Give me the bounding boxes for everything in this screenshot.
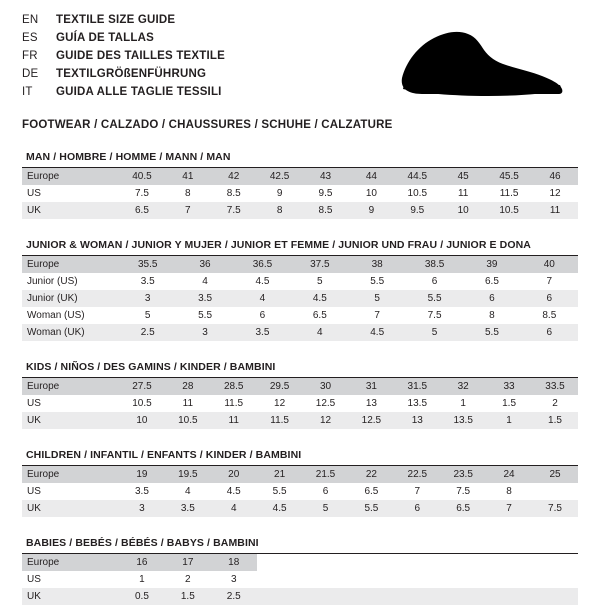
table-row bbox=[22, 554, 578, 571]
table-row bbox=[22, 412, 578, 429]
cell: 4 bbox=[291, 324, 348, 341]
group-title: MAN / HOMBRE / HOMME / MANN / MAN bbox=[26, 151, 231, 163]
row-label: Woman (UK) bbox=[22, 324, 119, 341]
cell: 4 bbox=[176, 273, 233, 290]
size-table-junior-woman bbox=[22, 256, 578, 341]
row-label: UK bbox=[22, 500, 119, 517]
cell: 40 bbox=[521, 256, 578, 273]
language-code: ES bbox=[22, 32, 38, 44]
cell-empty bbox=[532, 571, 578, 588]
language-code: DE bbox=[22, 68, 39, 80]
cell: 7 bbox=[165, 202, 211, 219]
cell: 4 bbox=[211, 500, 257, 517]
cell: 7 bbox=[486, 500, 532, 517]
cell: 32 bbox=[440, 378, 486, 395]
language-row bbox=[22, 68, 225, 86]
cell: 2 bbox=[165, 571, 211, 588]
cell: 27.5 bbox=[119, 378, 165, 395]
cell-empty bbox=[348, 554, 394, 571]
cell: 5.5 bbox=[348, 500, 394, 517]
cell: 41 bbox=[165, 168, 211, 185]
cell: 12 bbox=[257, 395, 303, 412]
language-title: GUÍA DE TALLAS bbox=[56, 32, 154, 44]
size-table-babies bbox=[22, 554, 578, 605]
cell: 5 bbox=[119, 307, 176, 324]
cell: 3.5 bbox=[165, 500, 211, 517]
cell: 11.5 bbox=[211, 395, 257, 412]
cell-empty bbox=[394, 588, 440, 605]
cell: 42.5 bbox=[257, 168, 303, 185]
cell: 8 bbox=[257, 202, 303, 219]
cell: 10 bbox=[440, 202, 486, 219]
cell: 11 bbox=[165, 395, 211, 412]
cell: 31.5 bbox=[394, 378, 440, 395]
cell: 10.5 bbox=[119, 395, 165, 412]
cell-empty bbox=[303, 588, 349, 605]
language-code: EN bbox=[22, 14, 39, 26]
cell: 29.5 bbox=[257, 378, 303, 395]
cell: 39 bbox=[463, 256, 520, 273]
group-title: BABIES / BEBÉS / BÉBÉS / BABYS / BAMBINI bbox=[26, 537, 259, 549]
cell: 11.5 bbox=[257, 412, 303, 429]
table-row bbox=[22, 571, 578, 588]
language-row bbox=[22, 32, 225, 50]
language-row bbox=[22, 14, 225, 32]
cell: 18 bbox=[211, 554, 257, 571]
table-row bbox=[22, 168, 578, 185]
language-title-list bbox=[22, 14, 225, 104]
cell-empty bbox=[348, 571, 394, 588]
cell: 38.5 bbox=[406, 256, 463, 273]
cell-empty bbox=[257, 554, 303, 571]
cell: 13.5 bbox=[394, 395, 440, 412]
table-row bbox=[22, 324, 578, 341]
cell: 11 bbox=[440, 185, 486, 202]
language-row bbox=[22, 50, 225, 68]
table-row bbox=[22, 395, 578, 412]
language-title: GUIDA ALLE TAGLIE TESSILI bbox=[56, 86, 222, 98]
cell: 5.5 bbox=[176, 307, 233, 324]
language-title: TEXTILGRÖßENFÜHRUNG bbox=[56, 68, 207, 80]
cell: 5.5 bbox=[349, 273, 406, 290]
cell: 5 bbox=[303, 500, 349, 517]
cell: 1.5 bbox=[165, 588, 211, 605]
group-title: KIDS / NIÑOS / DES GAMINS / KINDER / BAMBINI bbox=[26, 361, 276, 373]
cell: 12.5 bbox=[303, 395, 349, 412]
cell: 33.5 bbox=[532, 378, 578, 395]
table-row bbox=[22, 466, 578, 483]
cell: 33 bbox=[486, 378, 532, 395]
cell: 40.5 bbox=[119, 168, 165, 185]
size-group-junior-woman bbox=[22, 239, 578, 341]
cell-empty bbox=[532, 588, 578, 605]
cell: 13.5 bbox=[440, 412, 486, 429]
table-row bbox=[22, 307, 578, 324]
cell-empty bbox=[486, 554, 532, 571]
cell-empty bbox=[440, 571, 486, 588]
cell: 6 bbox=[463, 290, 520, 307]
cell: 46 bbox=[532, 168, 578, 185]
cell: 17 bbox=[165, 554, 211, 571]
cell: 1.5 bbox=[486, 395, 532, 412]
row-label: UK bbox=[22, 202, 119, 219]
cell: 0.5 bbox=[119, 588, 165, 605]
cell-empty bbox=[303, 554, 349, 571]
cell: 8.5 bbox=[303, 202, 349, 219]
cell: 45 bbox=[440, 168, 486, 185]
cell: 19.5 bbox=[165, 466, 211, 483]
cell: 4.5 bbox=[257, 500, 303, 517]
size-table-children bbox=[22, 466, 578, 517]
cell: 2.5 bbox=[119, 324, 176, 341]
cell: 12 bbox=[532, 185, 578, 202]
page-title: FOOTWEAR / CALZADO / CHAUSSURES / SCHUHE / CALZATURE bbox=[22, 119, 393, 131]
cell: 28 bbox=[165, 378, 211, 395]
cell: 3 bbox=[119, 290, 176, 307]
cell: 4.5 bbox=[234, 273, 291, 290]
size-group-man bbox=[22, 151, 578, 219]
cell: 7.5 bbox=[119, 185, 165, 202]
row-label: US bbox=[22, 185, 119, 202]
group-title: CHILDREN / INFANTIL / ENFANTS / KINDER / BAMBINI bbox=[26, 449, 302, 461]
language-row bbox=[22, 86, 225, 104]
cell: 3 bbox=[119, 500, 165, 517]
cell: 36 bbox=[176, 256, 233, 273]
cell: 9 bbox=[348, 202, 394, 219]
table-row bbox=[22, 500, 578, 517]
cell: 23.5 bbox=[440, 466, 486, 483]
cell-empty bbox=[348, 588, 394, 605]
cell: 2.5 bbox=[211, 588, 257, 605]
cell: 4.5 bbox=[291, 290, 348, 307]
cell: 6 bbox=[521, 324, 578, 341]
cell: 10.5 bbox=[394, 185, 440, 202]
cell: 42 bbox=[211, 168, 257, 185]
size-table-man bbox=[22, 168, 578, 219]
row-label: Europe bbox=[22, 256, 119, 273]
cell: 13 bbox=[394, 412, 440, 429]
row-label: Junior (UK) bbox=[22, 290, 119, 307]
cell: 19 bbox=[119, 466, 165, 483]
cell: 12 bbox=[303, 412, 349, 429]
cell: 6.5 bbox=[463, 273, 520, 290]
cell: 6.5 bbox=[440, 500, 486, 517]
cell: 4.5 bbox=[349, 324, 406, 341]
cell: 7.5 bbox=[440, 483, 486, 500]
cell-empty bbox=[486, 588, 532, 605]
cell: 28.5 bbox=[211, 378, 257, 395]
language-title: TEXTILE SIZE GUIDE bbox=[56, 14, 176, 26]
cell: 5 bbox=[406, 324, 463, 341]
cell: 3 bbox=[211, 571, 257, 588]
cell: 22.5 bbox=[394, 466, 440, 483]
cell: 13 bbox=[348, 395, 394, 412]
cell: 38 bbox=[349, 256, 406, 273]
cell: 1.5 bbox=[532, 412, 578, 429]
cell: 10 bbox=[119, 412, 165, 429]
cell: 2 bbox=[532, 395, 578, 412]
cell: 22 bbox=[348, 466, 394, 483]
size-group-babies bbox=[22, 537, 578, 605]
cell: 6.5 bbox=[348, 483, 394, 500]
group-title: JUNIOR & WOMAN / JUNIOR Y MUJER / JUNIOR ET FEMME / JUNIOR UND FRAU / JUNIOR E DONA bbox=[26, 239, 531, 251]
cell: 8.5 bbox=[211, 185, 257, 202]
cell: 3.5 bbox=[119, 483, 165, 500]
table-row bbox=[22, 256, 578, 273]
cell: 3.5 bbox=[234, 324, 291, 341]
row-label: Europe bbox=[22, 554, 119, 571]
table-row bbox=[22, 202, 578, 219]
table-row bbox=[22, 290, 578, 307]
cell: 16 bbox=[119, 554, 165, 571]
cell: 1 bbox=[486, 412, 532, 429]
size-group-children bbox=[22, 449, 578, 517]
cell-empty bbox=[532, 554, 578, 571]
cell-empty bbox=[486, 571, 532, 588]
cell: 9.5 bbox=[303, 185, 349, 202]
cell-empty bbox=[440, 588, 486, 605]
cell: 8 bbox=[486, 483, 532, 500]
cell: 5.5 bbox=[257, 483, 303, 500]
cell: 3.5 bbox=[119, 273, 176, 290]
cell: 4.5 bbox=[211, 483, 257, 500]
cell: 8.5 bbox=[521, 307, 578, 324]
cell: 6.5 bbox=[119, 202, 165, 219]
cell: 11.5 bbox=[486, 185, 532, 202]
cell: 1 bbox=[119, 571, 165, 588]
cell: 4 bbox=[234, 290, 291, 307]
cell: 5 bbox=[349, 290, 406, 307]
cell: 7.5 bbox=[406, 307, 463, 324]
cell: 36.5 bbox=[234, 256, 291, 273]
cell: 4 bbox=[165, 483, 211, 500]
cell: 3 bbox=[176, 324, 233, 341]
cell: 5 bbox=[291, 273, 348, 290]
cell: 8 bbox=[165, 185, 211, 202]
cell: 44.5 bbox=[394, 168, 440, 185]
cell: 6 bbox=[406, 273, 463, 290]
row-label: Europe bbox=[22, 466, 119, 483]
cell: 44 bbox=[348, 168, 394, 185]
header bbox=[22, 14, 578, 104]
cell: 37.5 bbox=[291, 256, 348, 273]
cell-empty bbox=[303, 571, 349, 588]
cell: 8 bbox=[463, 307, 520, 324]
cell: 5.5 bbox=[406, 290, 463, 307]
cell: 7 bbox=[521, 273, 578, 290]
cell-empty bbox=[440, 554, 486, 571]
table-row bbox=[22, 273, 578, 290]
cell: 20 bbox=[211, 466, 257, 483]
cell: 3.5 bbox=[176, 290, 233, 307]
cell: 6 bbox=[303, 483, 349, 500]
cell-empty bbox=[394, 554, 440, 571]
row-label: US bbox=[22, 483, 119, 500]
cell: 24 bbox=[486, 466, 532, 483]
cell: 35.5 bbox=[119, 256, 176, 273]
cell: 30 bbox=[303, 378, 349, 395]
table-row bbox=[22, 483, 578, 500]
cell: 6 bbox=[394, 500, 440, 517]
cell: 6 bbox=[234, 307, 291, 324]
row-label: US bbox=[22, 571, 119, 588]
size-group-kids bbox=[22, 361, 578, 429]
cell: 31 bbox=[348, 378, 394, 395]
cell: 10.5 bbox=[486, 202, 532, 219]
cell: 7 bbox=[394, 483, 440, 500]
cell: 12.5 bbox=[348, 412, 394, 429]
cell: 43 bbox=[303, 168, 349, 185]
cell: 25 bbox=[532, 466, 578, 483]
cell: 21.5 bbox=[303, 466, 349, 483]
cell: 11 bbox=[211, 412, 257, 429]
row-label: UK bbox=[22, 588, 119, 605]
cell: 6.5 bbox=[291, 307, 348, 324]
cell-empty bbox=[257, 571, 303, 588]
cell: 10 bbox=[348, 185, 394, 202]
cell: 7.5 bbox=[532, 500, 578, 517]
cell: 10.5 bbox=[165, 412, 211, 429]
cell: 11 bbox=[532, 202, 578, 219]
row-label: Junior (US) bbox=[22, 273, 119, 290]
cell: 7 bbox=[349, 307, 406, 324]
table-row bbox=[22, 378, 578, 395]
cell-empty bbox=[257, 588, 303, 605]
row-label: Woman (US) bbox=[22, 307, 119, 324]
dress-shoe-icon bbox=[392, 22, 572, 104]
cell: 21 bbox=[257, 466, 303, 483]
language-code: FR bbox=[22, 50, 38, 62]
cell: 5.5 bbox=[463, 324, 520, 341]
language-title: GUIDE DES TAILLES TEXTILE bbox=[56, 50, 225, 62]
row-label: UK bbox=[22, 412, 119, 429]
cell: 9 bbox=[257, 185, 303, 202]
cell: 45.5 bbox=[486, 168, 532, 185]
table-row bbox=[22, 185, 578, 202]
size-table-kids bbox=[22, 378, 578, 429]
cell: 7.5 bbox=[211, 202, 257, 219]
row-label: Europe bbox=[22, 168, 119, 185]
cell: 1 bbox=[440, 395, 486, 412]
language-code: IT bbox=[22, 86, 33, 98]
cell: 6 bbox=[521, 290, 578, 307]
cell bbox=[532, 483, 578, 500]
table-row bbox=[22, 588, 578, 605]
row-label: US bbox=[22, 395, 119, 412]
cell-empty bbox=[394, 571, 440, 588]
cell: 9.5 bbox=[394, 202, 440, 219]
row-label: Europe bbox=[22, 378, 119, 395]
